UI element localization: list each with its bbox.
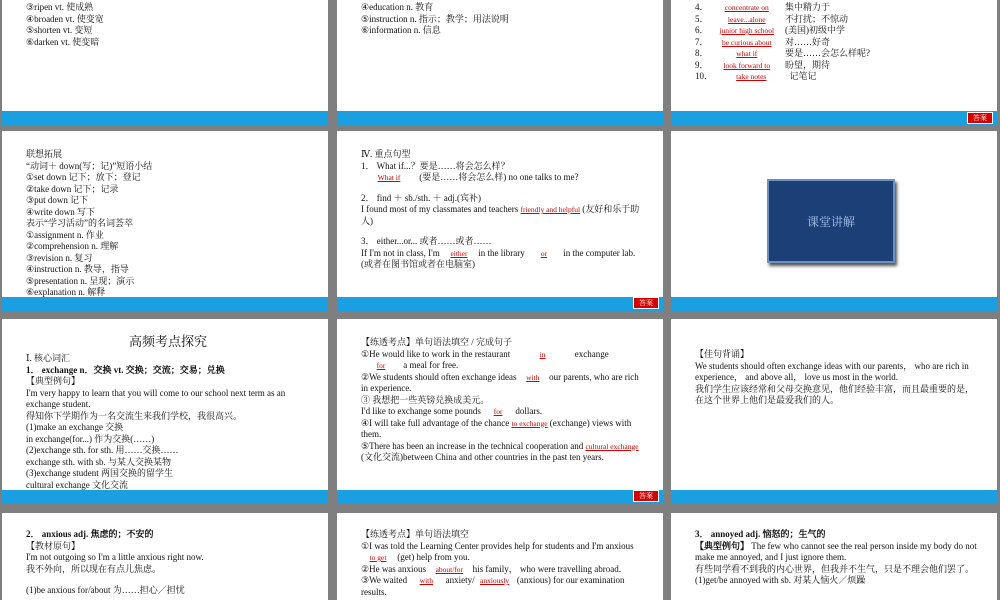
phrase-item: 4． concentrate on 集中精力于: [695, 2, 831, 12]
vocab-line: ②comprehension n. 理解: [26, 241, 119, 251]
slide-footer-bar: [671, 490, 997, 504]
slide-5: [337, 131, 663, 311]
phrase-list: [695, 2, 979, 83]
phrase-line: ①set down 记下；放下；登记: [26, 172, 141, 182]
slide-2: [337, 0, 663, 125]
slide-footer-bar: [2, 490, 328, 504]
phrase-line: ②take down 记下；记录: [26, 183, 119, 194]
exercise-item: ⑤There has been an increase in the technical cooperation and cultural exchange (文化交流)between China and other countries in the past ten years.: [361, 440, 639, 462]
slide-6: [671, 131, 997, 311]
exercise-item: ④I will take full advantage of the chance to exchange (exchange) views with them.: [361, 417, 632, 439]
section-heading: 【练透考点】单句语法填空 / 完成句子: [361, 337, 513, 347]
vocab-line: ⑤presentation n. 呈现；演示: [26, 275, 135, 286]
slide-8: [337, 319, 663, 504]
answer-button[interactable]: 答案: [967, 112, 993, 124]
phrase-line: ③put down 记下: [26, 195, 89, 205]
pattern-line: 1． What if...？要是……将会怎么样？: [361, 160, 510, 171]
slide-10-content: [26, 529, 310, 597]
section-heading: 【佳句背诵】: [695, 349, 750, 359]
slide-9-content: [695, 349, 979, 407]
answer-button[interactable]: 答案: [633, 490, 659, 502]
vocab-line: ③ripen vt. 使成熟: [26, 2, 94, 12]
note-line: (1)get/be annoyed with sb. 对某人恼火／烦躁: [695, 575, 866, 585]
slide-11: [337, 513, 663, 600]
note-line: (2)exchange sth. for sth. 用……交换……: [26, 445, 179, 455]
pattern-example: If I'm not in class, I'm either in the library or in the computer lab.(或者在图书馆或者在电脑室): [361, 247, 636, 269]
pattern-example: I found most of my classmates and teachers friendly and helpful (友好和乐于助人): [361, 204, 640, 226]
exercise-item: ②He was anxious about/for his family， who were travelling abroad.: [361, 563, 622, 574]
slide-12: [671, 513, 997, 600]
slide-7-content: [26, 333, 310, 491]
note-line: (1)make an exchange 交换: [26, 422, 124, 432]
vocab-line: ①assignment n. 作业: [26, 229, 104, 240]
slide-7: [2, 319, 328, 504]
exercise-item: ③We waited with anxiety/ anxiously (anxious) for our examination results.: [361, 575, 625, 597]
slide-footer-bar: [337, 111, 663, 125]
example-translation: 我不外向，所以现在有点儿焦虑。: [26, 563, 162, 574]
vocab-line: ⑤shorten vt. 变短: [26, 25, 93, 35]
slide-footer-bar: [671, 297, 997, 311]
slide-4: [2, 131, 328, 311]
note-line: (1)be anxious for/about 为……担心／担忧: [26, 585, 185, 595]
slide-1: [2, 0, 328, 125]
phrase-item: 10． take notes 记笔记: [695, 71, 817, 81]
slide-12-content: [695, 529, 979, 587]
example-sentence: We students should often exchange ideas with our parents， who are rich in experience， and above all， love us most in the world.: [695, 360, 969, 382]
phrase-line: ④write down 写下: [26, 206, 96, 217]
section-heading: “动词＋ down(写；记)”短语小结: [26, 160, 153, 171]
slide-4-content: [26, 149, 310, 299]
exercise-item: ①He would like to work in the restaurant in exchange for a meal for free.: [361, 348, 609, 370]
example-translation: 我们学生应该经常和父母交换意见，他们经验丰富，而且最重要的是，在这个世界上他们是最爱我们的人。: [695, 383, 975, 405]
answer-button[interactable]: 答案: [633, 297, 659, 309]
section-heading: Ⅰ. 核心词汇: [26, 353, 71, 363]
pattern-line: 3． either...or... 或者……或者……: [361, 236, 492, 246]
section-heading: 表示“学习活动”的名词荟萃: [26, 218, 133, 228]
section-heading: 联想拓展: [26, 149, 63, 159]
slide-footer-bar: [2, 297, 328, 311]
phrase-item: 6． junior high school (美国)初级中学: [695, 25, 846, 35]
section-heading: 【教材原句】: [26, 540, 81, 551]
vocab-line: ⑤instruction n. 指示；教学；用法说明: [361, 13, 509, 24]
vocab-line: ④instruction n. 教导，指导: [26, 264, 129, 274]
section-heading: 【练透考点】单句语法填空: [361, 529, 470, 539]
note-line: exchange sth. with sb. 与某人交换某物: [26, 456, 171, 467]
slide-3: [671, 0, 997, 125]
example-sentence: 【典型例句】 The few who cannot see the real person inside my body do not make me annoyed, and I just ignore them.: [695, 540, 977, 562]
lecture-box[interactable]: 课堂讲解: [767, 179, 895, 263]
note-line: (3)exchange student 两国交换的留学生: [26, 468, 173, 478]
exercise-item: ③ 我想把一些英镑兑换成美元。: [361, 394, 490, 405]
vocab-line: ③revision n. 复习: [26, 252, 93, 263]
vocab-line: ⑥information n. 信息: [361, 25, 441, 35]
slide-10: [2, 513, 328, 600]
slide-11-content: [361, 529, 645, 598]
slide-2-content: [361, 2, 645, 37]
phrase-item: 5． leave...alone 不打扰；不惊动: [695, 13, 849, 24]
page-title: 高频考点探究: [128, 334, 207, 349]
example-translation: 有些同学看不到我的内心世界，但我并不生气，只是不理会他们罢了。: [695, 563, 975, 574]
word-entry: 2． anxious adj. 焦虑的；不安的: [26, 529, 154, 539]
note-line: in exchange(for...) 作为交换(……): [26, 433, 155, 444]
slide-1-content: [26, 2, 310, 48]
note-line: cultural exchange 文化交流: [26, 479, 128, 490]
phrase-item: 7． be curious about 对……好奇: [695, 36, 831, 47]
vocab-line: ④education n. 教育: [361, 2, 434, 12]
word-entry: 3． annoyed adj. 恼怒的；生气的: [695, 529, 826, 539]
slide-5-content: [361, 149, 645, 271]
example-translation: 得知你下学期作为一名交流生来我们学校，我很高兴。: [26, 410, 243, 421]
example-sentence: I'm very happy to learn that you will come to our school next term as an exchange student.: [26, 387, 286, 409]
vocab-line: ④broaden vt. 使变宽: [26, 13, 104, 24]
slide-footer-bar: [2, 111, 328, 125]
pattern-example: What if (要是……将会怎么样) no one talks to me?: [377, 172, 579, 182]
slide-8-content: [361, 337, 645, 464]
exercise-item: ①I was told the Learning Center provides help for students and I'm anxious to get (get) help from you.: [361, 540, 634, 562]
vocab-line: ⑥explanation n. 解释: [26, 287, 106, 297]
phrase-item: 9． look forward to 盼望，期待: [695, 59, 831, 70]
slide-footer-bar: [671, 111, 997, 125]
slide-footer-bar: [337, 297, 663, 311]
vocab-line: ⑥darken vt. 使变暗: [26, 36, 100, 47]
slide-footer-bar: [337, 490, 663, 504]
phrase-item: 8． what if 要是……会怎么样呢?: [695, 48, 871, 58]
pattern-line: 2． find ＋ sb./sth. ＋ adj.(宾补): [361, 192, 481, 203]
example-sentence: I'm not outgoing so I'm a little anxious right now.: [26, 552, 204, 562]
word-entry: 1． exchange n．交换 vt. 交换；交流；交易；兑换: [26, 364, 225, 375]
exercise-item: I'd like to exchange some pounds for dollars.: [361, 406, 543, 416]
section-heading: Ⅳ. 重点句型: [361, 149, 411, 159]
exercise-item: ②We students should often exchange ideas with our parents, who are rich in experience.: [361, 371, 639, 393]
section-heading: 【典型例句】: [26, 376, 81, 386]
slide-9: [671, 319, 997, 504]
